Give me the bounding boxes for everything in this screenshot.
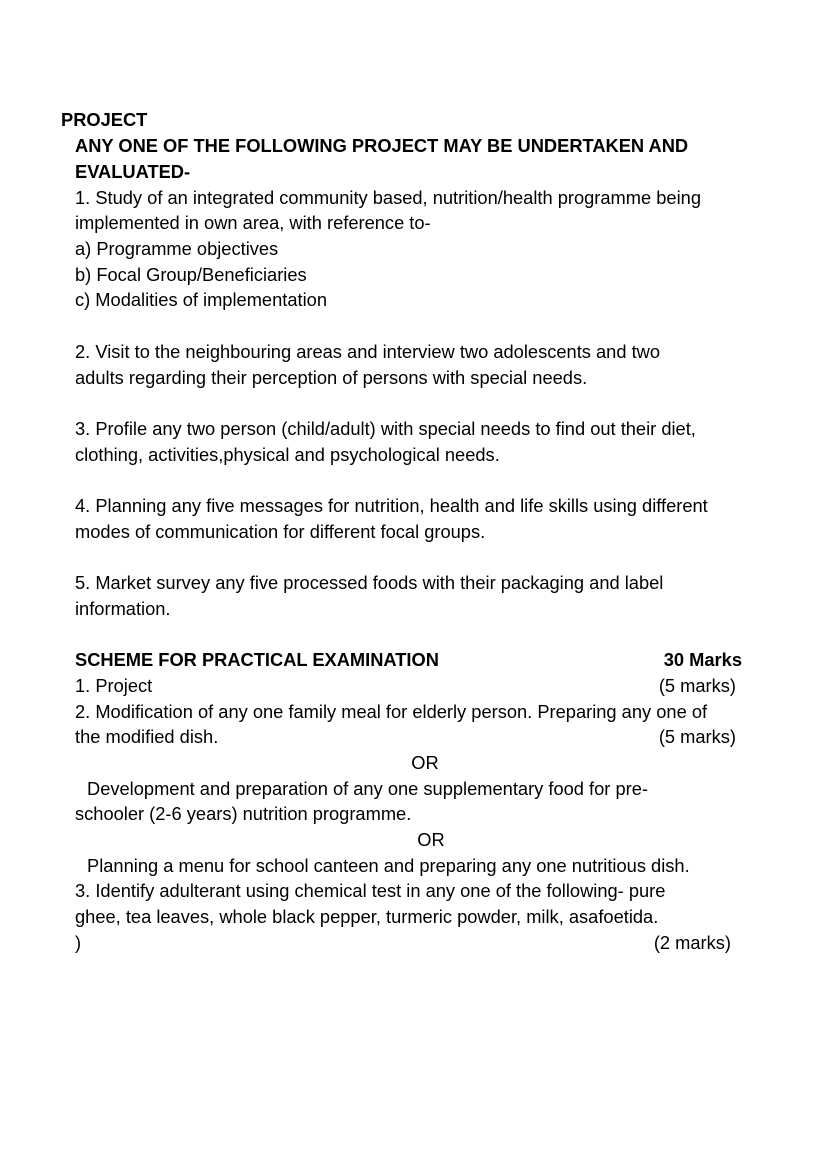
- project-item-1: 1. Study of an integrated community based, nutrition/health programme being: [75, 187, 701, 208]
- scheme-item-2-cont: the modified dish.: [75, 726, 219, 747]
- project-item-5-cont: information.: [75, 598, 171, 619]
- scheme-item-3-cont: ghee, tea leaves, whole black pepper, turmeric powder, milk, asafoetida.: [75, 906, 659, 927]
- project-item-1-b: b) Focal Group/Beneficiaries: [75, 264, 307, 285]
- section-title-project: PROJECT: [61, 109, 148, 130]
- or-separator-2: OR: [417, 829, 445, 850]
- scheme-alternative-1-cont: schooler (2-6 years) nutrition programme.: [75, 803, 412, 824]
- scheme-alternative-1: Development and preparation of any one supplementary food for pre-: [87, 778, 648, 799]
- project-item-4-cont: modes of communication for different focal groups.: [75, 521, 486, 542]
- project-instruction-heading-cont: EVALUATED-: [75, 161, 191, 182]
- project-item-1-a: a) Programme objectives: [75, 238, 279, 259]
- project-item-3-cont: clothing, activities,physical and psychological needs.: [75, 444, 500, 465]
- project-instruction-heading: ANY ONE OF THE FOLLOWING PROJECT MAY BE UNDERTAKEN AND: [75, 135, 689, 156]
- project-item-4: 4. Planning any five messages for nutrition, health and life skills using different: [75, 495, 708, 516]
- scheme-item-3-marks: (2 marks): [653, 932, 731, 953]
- scheme-item-3: 3. Identify adulterant using chemical test in any one of the following- pure: [75, 880, 666, 901]
- scheme-item-2-marks: (5 marks): [658, 726, 736, 747]
- project-item-2: 2. Visit to the neighbouring areas and interview two adolescents and two: [75, 341, 661, 362]
- scheme-item-3-closing: ): [75, 932, 82, 953]
- scheme-alternative-2: Planning a menu for school canteen and preparing any one nutritious dish.: [87, 855, 690, 876]
- scheme-item-1-marks: (5 marks): [658, 675, 736, 696]
- scheme-item-2: 2. Modification of any one family meal for elderly person. Preparing any one of: [75, 701, 708, 722]
- project-item-3: 3. Profile any two person (child/adult) with special needs to find out their diet,: [75, 418, 696, 439]
- project-item-2-cont: adults regarding their perception of persons with special needs.: [75, 367, 588, 388]
- scheme-total-marks: 30 Marks: [663, 649, 742, 670]
- project-item-5: 5. Market survey any five processed foods with their packaging and label: [75, 572, 664, 593]
- scheme-heading: SCHEME FOR PRACTICAL EXAMINATION: [75, 649, 439, 670]
- project-item-1-cont: implemented in own area, with reference to-: [75, 212, 431, 233]
- project-item-1-c: c) Modalities of implementation: [75, 289, 327, 310]
- or-separator-1: OR: [411, 752, 439, 773]
- scheme-item-1: 1. Project: [75, 675, 153, 696]
